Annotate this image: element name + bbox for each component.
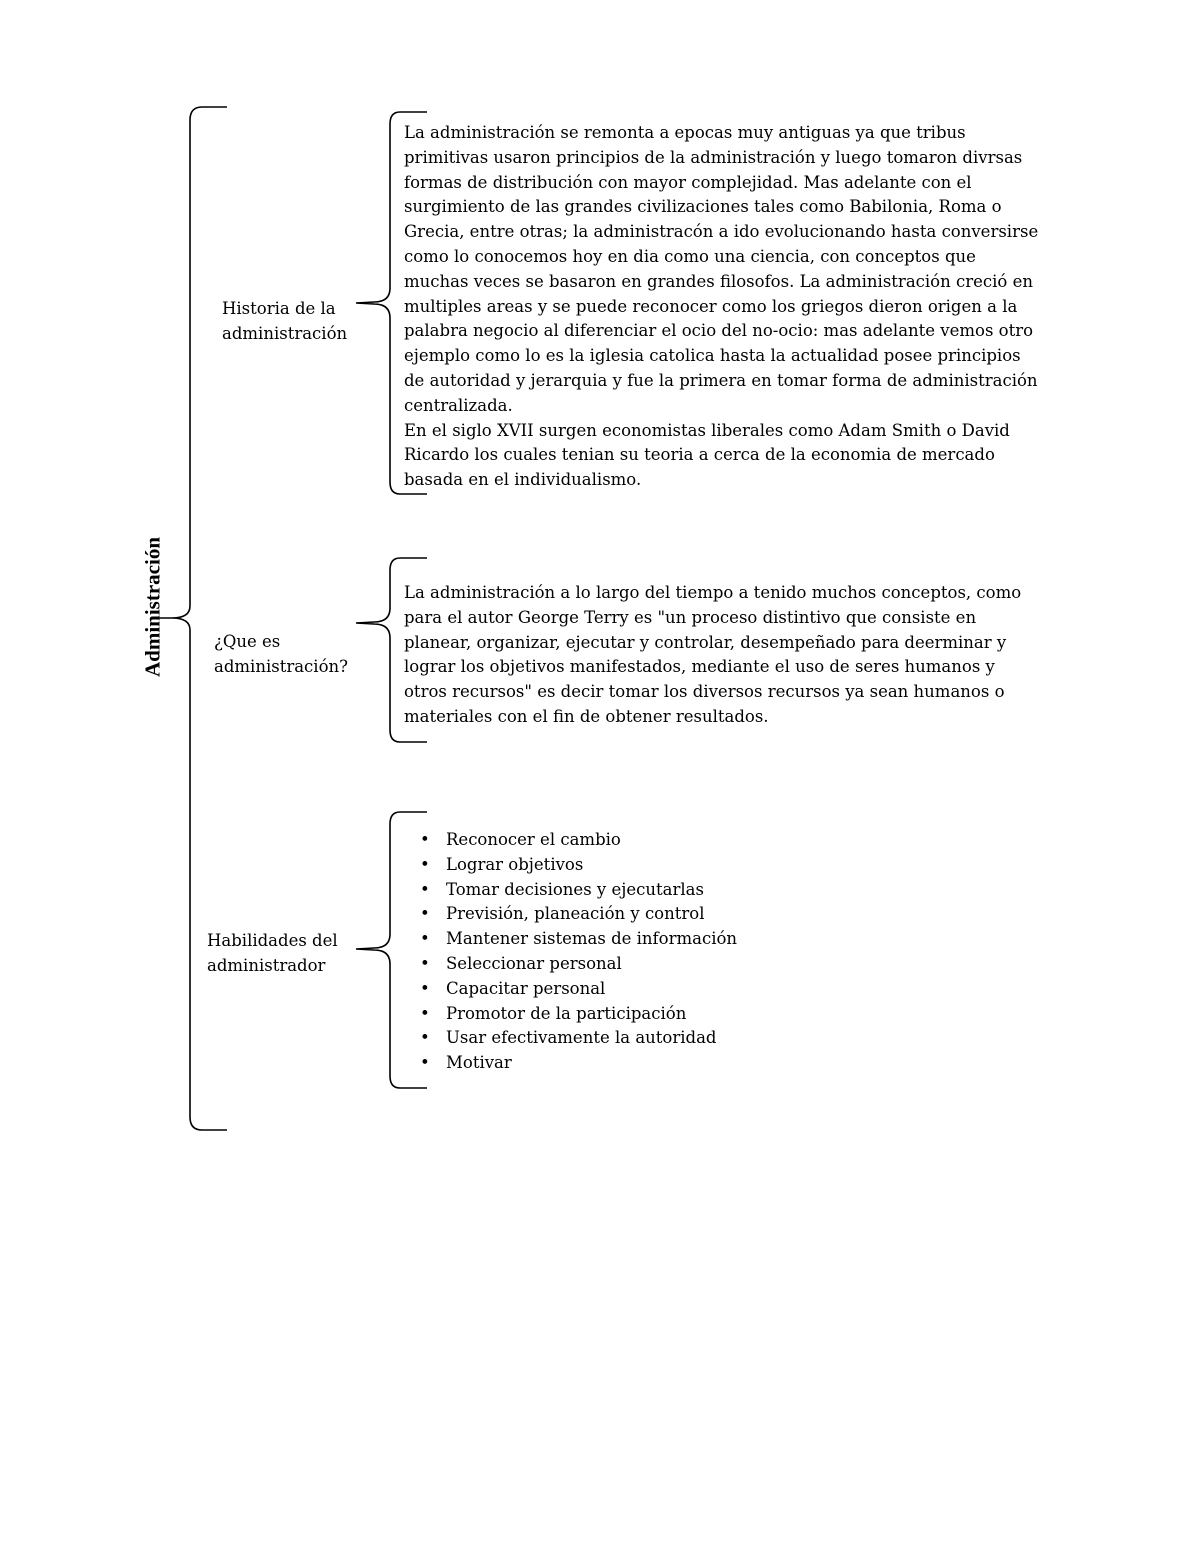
list-item	[420, 902, 737, 927]
branch-label-line: Historia de la	[222, 299, 336, 318]
list-item-text: Usar efectivamente la autoridad	[446, 1028, 717, 1048]
list-item-text: Seleccionar personal	[446, 953, 622, 973]
branch-label-line: administración	[222, 323, 348, 343]
text-line: planear, organizar, ejecutar y controlar, desempeñado para deerminar y	[404, 632, 1007, 652]
text-line: En el siglo XVII surgen economistas liberales como Adam Smith o David	[404, 420, 1010, 440]
text-line: Ricardo los cuales tenian su teoria a cerca de la economia de mercado	[404, 445, 995, 465]
list-item	[420, 952, 737, 977]
bullet-icon: •	[420, 978, 430, 998]
text-line: Grecia, entre otras; la administracón a ido evolucionando hasta conversirse	[404, 222, 1039, 242]
text-line: La administración se remonta a epocas muy antiguas ya que tribus	[404, 123, 966, 142]
list-item-text: Promotor de la participación	[446, 1003, 687, 1023]
definition-paragraph	[404, 581, 1084, 730]
branch-label-line: administrador	[207, 955, 326, 975]
bullet-icon: •	[420, 953, 430, 973]
text-line: como lo conocemos hoy en dia como una ciencia, con conceptos que	[404, 246, 976, 266]
list-item-text: Reconocer el cambio	[446, 830, 621, 849]
text-line: lograr los objetivos manifestados, mediante el uso de seres humanos y	[404, 657, 995, 677]
list-item-text: Lograr objetivos	[446, 854, 584, 874]
bullet-icon: •	[420, 904, 430, 924]
list-item-text: Mantener sistemas de información	[446, 929, 738, 949]
bullet-icon: •	[420, 830, 430, 849]
text-line: ejemplo como lo es la iglesia catolica hasta la actualidad posee principios	[404, 346, 1021, 366]
branch-label-definition	[214, 630, 384, 679]
branch-label-line: ¿Que es	[214, 632, 281, 651]
text-line: otros recursos" es decir tomar los diversos recursos ya sean humanos o	[404, 682, 1005, 702]
root-title: Administración	[140, 536, 165, 678]
branch-label-skills	[207, 929, 377, 978]
text-line: muchas veces se basaron en grandes filosofos. La administración creció en	[404, 271, 1033, 291]
list-item	[420, 1002, 737, 1027]
text-line: multiples areas y se puede reconocer como los griegos dieron origen a la	[404, 296, 1018, 316]
list-item-text: Tomar decisiones y ejecutarlas	[446, 879, 704, 899]
branch-label-line: Habilidades del	[207, 931, 338, 950]
text-line: materiales con el fin de obtener resultados.	[404, 706, 769, 726]
text-line: palabra negocio al diferenciar el ocio del no-ocio: mas adelante vemos otro	[404, 321, 1034, 341]
bullet-icon: •	[420, 1053, 430, 1073]
branch-label-history	[222, 297, 392, 346]
text-line: primitivas usaron principios de la administración y luego tomaron divrsas	[404, 147, 1023, 167]
text-line: para el autor George Terry es "un proceso distintivo que consiste en	[404, 607, 977, 627]
text-line: de autoridad y jerarquia y fue la primera en tomar forma de administración	[404, 370, 1038, 390]
branch-label-line: administración?	[214, 656, 348, 676]
list-item-text: Capacitar personal	[446, 978, 606, 998]
text-line: La administración a lo largo del tiempo a tenido muchos conceptos, como	[404, 583, 1022, 602]
bullet-icon: •	[420, 1003, 430, 1023]
bullet-icon: •	[420, 854, 430, 874]
text-line: basada en el individualismo.	[404, 470, 642, 490]
list-item	[420, 1051, 737, 1076]
text-line: surgimiento de las grandes civilizaciones tales como Babilonia, Roma o	[404, 197, 1002, 217]
list-item	[420, 927, 737, 952]
list-item	[420, 977, 737, 1002]
list-item	[420, 1026, 737, 1051]
list-item	[420, 878, 737, 903]
bullet-icon: •	[420, 879, 430, 899]
list-item-text: Motivar	[446, 1053, 512, 1073]
list-item	[420, 853, 737, 878]
bullet-icon: •	[420, 929, 430, 949]
bullet-icon: •	[420, 1028, 430, 1048]
text-line: centralizada.	[404, 395, 513, 415]
text-line: formas de distribución con mayor complejidad. Mas adelante con el	[404, 172, 972, 192]
list-item-text: Previsión, planeación y control	[446, 904, 705, 924]
skills-list	[420, 828, 737, 1076]
list-item	[420, 828, 737, 853]
history-paragraph	[404, 121, 1084, 493]
